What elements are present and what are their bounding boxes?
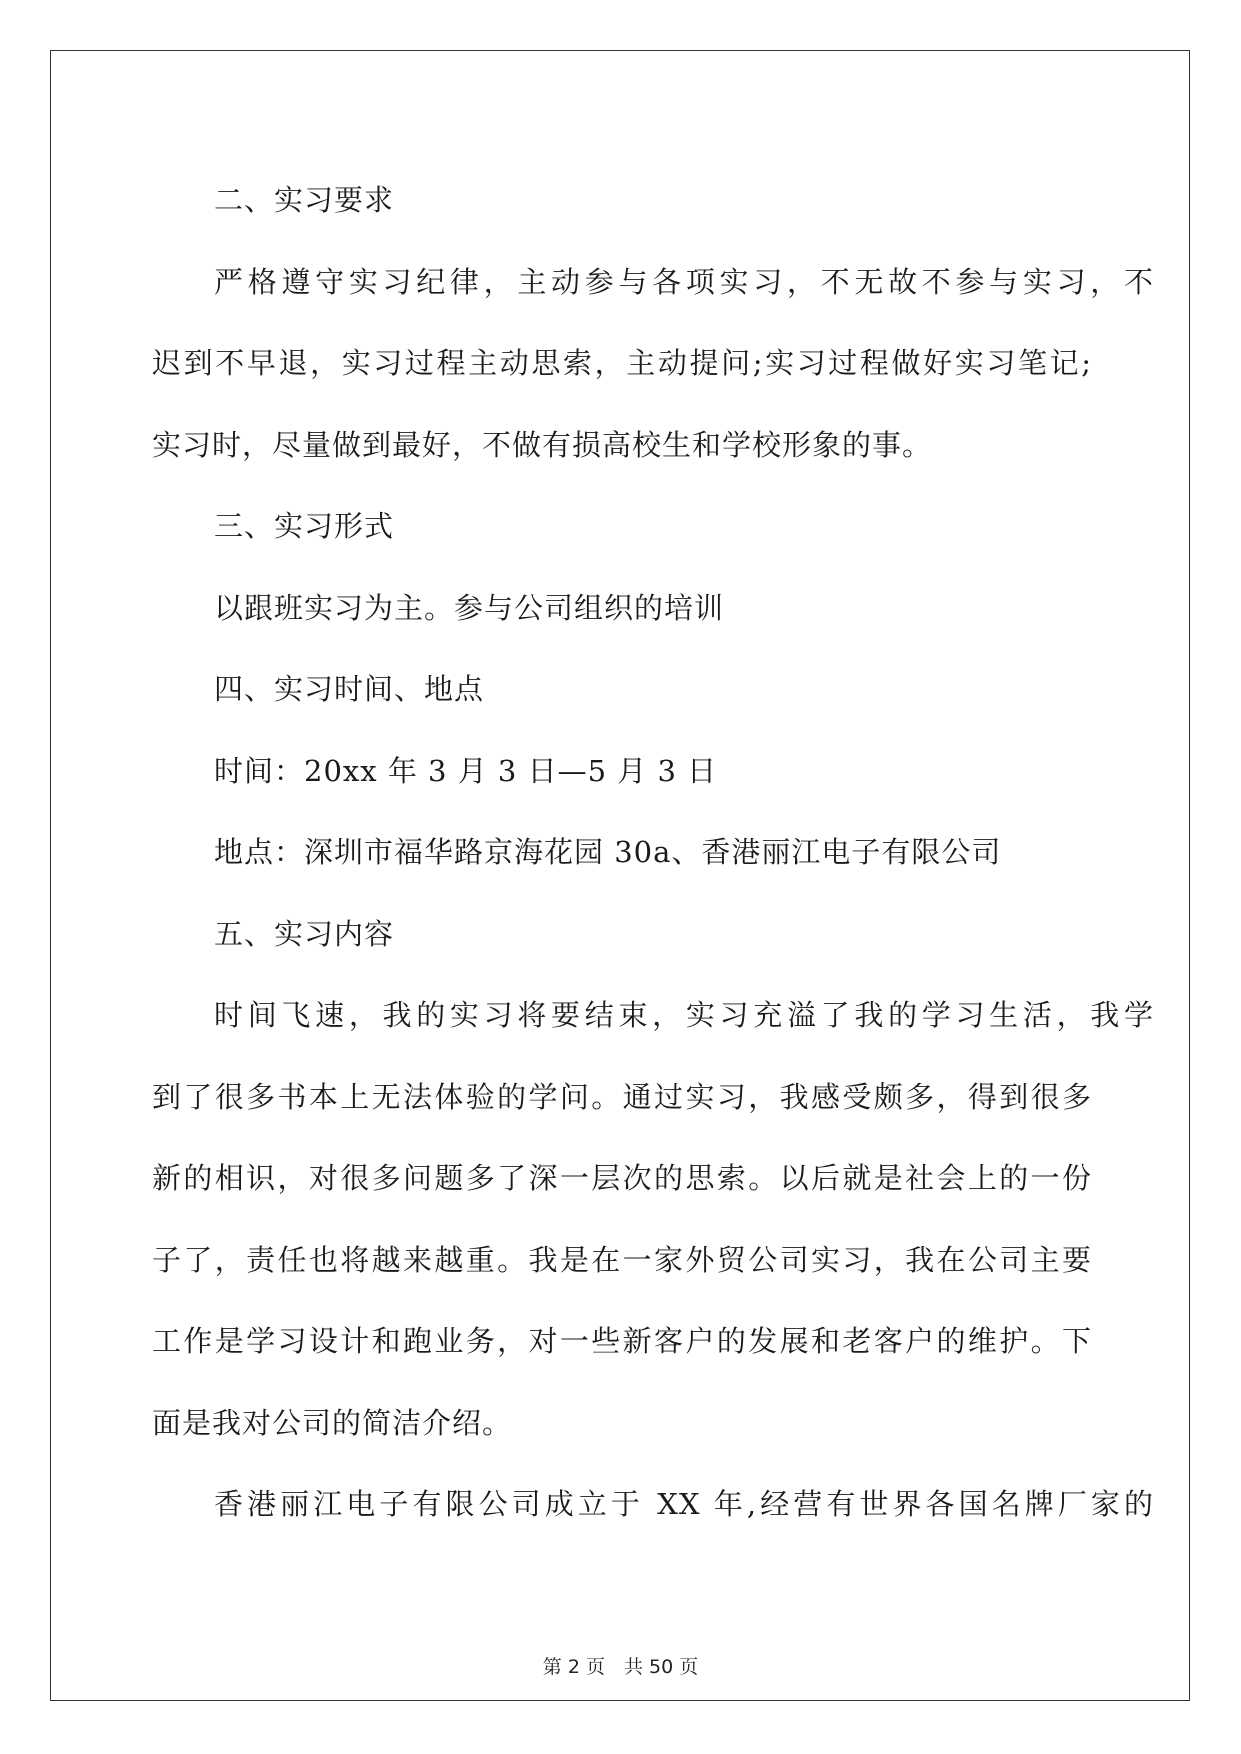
paragraph-line: 时间飞速，我的实习将要结束，实习充溢了我的学习生活，我学 [214,998,1154,1032]
time-line: 时间：20xx 年 3 月 3 日—5 月 3 日 [214,753,718,788]
section-heading-time-place: 四、实习时间、地点 [214,672,485,706]
paragraph-line: 迟到不早退，实习过程主动思索，主动提问;实习过程做好实习笔记; [152,346,1092,380]
paragraph-line: 新的相识，对很多问题多了深一层次的思索。以后就是社会上的一份 [152,1161,1092,1195]
paragraph-line: 到了很多书本上无法体验的学问。通过实习，我感受颇多，得到很多 [152,1079,1092,1114]
document-body [152,160,1154,1546]
paragraph-line: 子了，责任也将越来越重。我是在一家外贸公司实习，我在公司主要 [152,1242,1092,1277]
paragraph-line: 工作是学习设计和跑业务，对一些新客户的发展和老客户的维护。下 [152,1324,1092,1358]
location-line: 地点：深圳市福华路京海花园 30a、香港丽江电子有限公司 [214,835,1002,869]
paragraph-line: 面是我对公司的简洁介绍。 [152,1405,513,1440]
section-heading-requirements: 二、实习要求 [214,183,395,217]
paragraph-line: 香港丽江电子有限公司成立于 XX 年,经营有世界各国名牌厂家的 [214,1487,1154,1521]
section-heading-form: 三、实习形式 [214,509,395,543]
section-heading-content: 五、实习内容 [214,916,395,951]
paragraph-line: 严格遵守实习纪律，主动参与各项实习，不无故不参与实习，不 [214,264,1154,299]
paragraph-line: 以跟班实习为主。参与公司组织的培训 [214,590,725,625]
page-number-footer: 第 2 页 共 50 页 [542,1656,699,1678]
paragraph-line: 实习时，尽量做到最好，不做有损高校生和学校形象的事。 [152,427,933,462]
